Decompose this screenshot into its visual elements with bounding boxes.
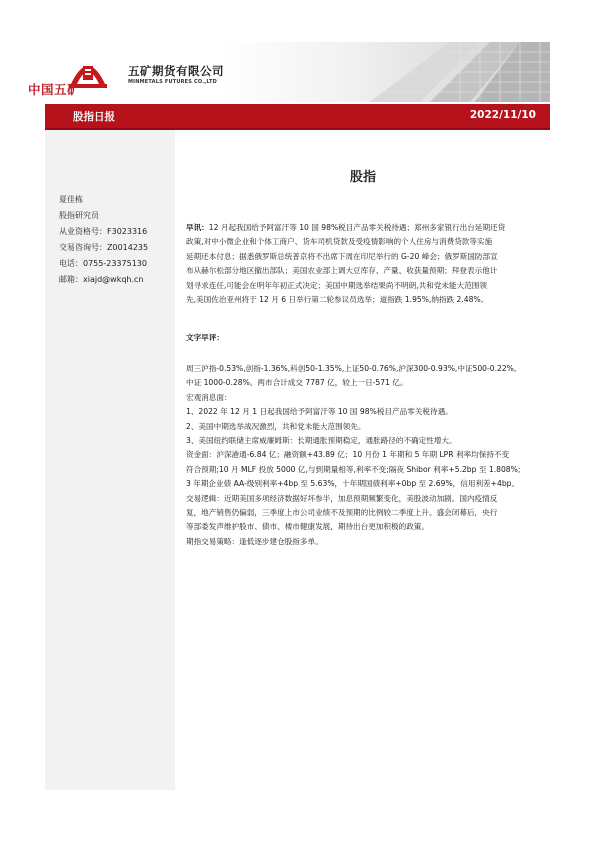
morning-review — [186, 362, 550, 549]
author-email: 邮箱：xiajd@wkqh.cn — [59, 275, 144, 284]
header-banner — [45, 42, 550, 102]
review-line: 等部委发声维护股市、债市、楼市健康发展，期待出台更加积极的政策。 — [186, 522, 429, 532]
section-heading: 文字早评： — [186, 333, 224, 342]
building-graphic — [220, 42, 550, 102]
news-line: 政策,对中小微企业和个体工商户、货车司机贷款及受疫情影响的个人住房与消费贷款等实施 — [186, 237, 493, 247]
review-line: 3、美国纽约联储主席威廉姆斯：长期通胀预期稳定，通胀路径的不确定性增大。 — [186, 436, 457, 446]
review-line: 2、美国中期选举战况激烈，共和党未能大范围领先。 — [186, 421, 366, 431]
report-date: 2022/11/10 — [469, 109, 536, 121]
morning-news — [186, 221, 550, 307]
review-line: 符合预期;10 月 MLF 投放 5000 亿,与到期量相等,利率不变;隔夜 Shibor 利率+5.2bp 至 1.808%; — [186, 464, 521, 474]
news-label: 早讯： — [186, 223, 209, 232]
review-line: 期指交易策略：逢低逐步建仓股指多单。 — [186, 536, 323, 546]
news-line: 早讯：12 月起我国给予阿富汗等 10 国 98%税目产品零关税待遇；郑州多家银行出台延期还贷 — [186, 223, 506, 232]
author-consult: 交易咨询号：Z0014235 — [59, 243, 149, 252]
review-line: 1、2022 年 12 月 1 日起我国给予阿富汗等 10 国 98%税目产品零关税待遇。 — [186, 407, 453, 417]
news-line: 延期还本付息；据悉俄罗斯总统普京将不出席下周在印尼举行的 G-20 峰会；俄罗斯国防部宣 — [186, 251, 498, 261]
page-title: 股指 — [350, 170, 377, 185]
review-line: 3 年期企业债 AA-级别利率+4bp 至 5.63%，十年期国债利率+0bp 至 2.69%，信用利差+4bp。 — [186, 479, 520, 489]
author-name: 夏佳栋 — [59, 195, 83, 204]
review-line: 中证 1000-0.28%。两市合计成交 7787 亿，较上一日-571 亿。 — [186, 378, 408, 388]
news-line: 布从赫尔松部分地区撤出部队；美国农业部上调大豆库存、产量、收获量预期；拜登表示他计 — [186, 266, 498, 276]
news-line: 划寻求连任,可能会在明年年初正式决定；美国中期选举结果尚不明朗,共和党未能大范围领 — [186, 280, 487, 290]
review-line: 交易逻辑：近期美国多项经济数据好坏参半，加息预期频繁变化，美股波动加剧。国内疫情反 — [186, 493, 498, 503]
review-line: 复，地产销售仍偏弱，三季度上市公司业绩不及预期的比例较二季度上升。盛会闭幕后，央行 — [186, 508, 498, 518]
report-band — [45, 104, 550, 130]
review-line: 宏观消息面： — [186, 392, 232, 402]
company-name-en: MINMETALS FUTURES CO.,LTD — [128, 79, 217, 85]
author-sidebar — [45, 130, 175, 790]
review-line: 资金面：沪深港通-6.84 亿；融资额+43.89 亿；10 月份 1 年期和 5 年期 LPR 利率均保持不变 — [186, 450, 510, 460]
news-line: 先,美国佐治亚州将于 12 月 6 日举行第二轮参议员选举；道指跌 1.95%,纳指跌 2.48%。 — [186, 295, 489, 305]
review-line: 周三沪指-0.53%,创指-1.36%,科创50-1.35%,上证50-0.76%,沪深300-0.93%,中证500-0.22%, — [186, 364, 517, 373]
section-heading-wrap — [186, 331, 550, 345]
logo-text: 中国五矿 — [28, 82, 81, 97]
author-license: 从业资格号：F3023316 — [59, 227, 148, 236]
report-title: 股指日报 — [73, 111, 115, 123]
author-phone: 电话：0755-23375130 — [59, 259, 147, 268]
author-role: 股指研究员 — [59, 211, 99, 220]
company-name-cn: 五矿期货有限公司 — [128, 64, 224, 78]
